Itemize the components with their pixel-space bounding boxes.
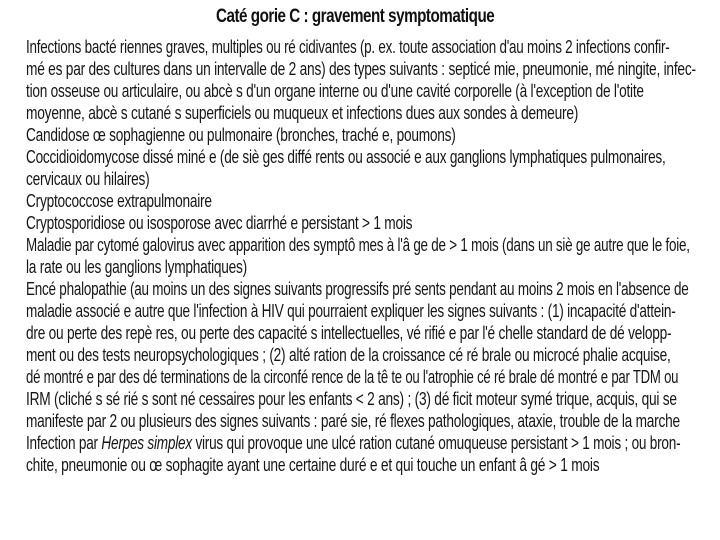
text-line: Cryptococcose extrapulmonaire bbox=[26, 191, 212, 211]
text-line-herpes bbox=[26, 432, 680, 454]
text-line: ment ou des tests neuropsychologiques ; (2) alté ration de la croissance cé ré brale ou microcé phalie acquise, bbox=[26, 345, 671, 365]
text-line: dé montré e par des dé terminations de la circonfé rence de la tê te ou l'atrophie cé ré brale dé montré e par TDM ou bbox=[26, 367, 679, 387]
text-line: moyenne, abcè s cutané s superficiels ou muqueux et infections dues aux sondes à demeure) bbox=[26, 103, 579, 123]
text-line: Infections bacté riennes graves, multiples ou ré cidivantes (p. ex. toute association d'au moins 2 infections confir- bbox=[26, 37, 670, 57]
italic-term: Herpes simplex bbox=[101, 433, 192, 453]
text-segment: Infection par bbox=[26, 433, 98, 453]
text-line: cervicaux ou hilaires) bbox=[26, 169, 150, 189]
page-title: Caté gorie C : gravement symptomatique bbox=[216, 6, 495, 27]
text-line: mé es par des cultures dans un intervalle de 2 ans) des types suivants : septicé mie, pneumonie, mé ningite, infec- bbox=[26, 59, 696, 79]
text-segment: virus qui provoque une ulcé ration cutané omuqueuse persistant > 1 mois ; ou bron- bbox=[195, 433, 681, 453]
text-line: Encé phalopathie (au moins un des signes suivants progressifs pré sents pendant au moins 2 mois en l'absence de bbox=[26, 279, 689, 299]
text-line: chite, pneumonie ou œ sophagite ayant une certaine duré e et qui touche un enfant â gé > 1 mois bbox=[26, 455, 600, 475]
text-line: IRM (cliché s sé rié s sont né cessaires pour les enfants < 2 ans) ; (3) dé ficit moteur symé trique, acquis, qui se bbox=[26, 389, 677, 409]
text-line: la rate ou les ganglions lymphatiques) bbox=[26, 257, 247, 277]
text-line: tion osseuse ou articulaire, ou abcè s d'un organe interne ou d'une cavité corporelle (à l'exception de l'otite bbox=[26, 81, 644, 101]
text-line: dre ou perte des repè res, ou perte des capacité s intellectuelles, vé rifié e par l'é chelle standard de dé velopp- bbox=[26, 323, 672, 343]
text-line: maladie associé e autre que l'infection à HIV qui pourraient expliquer les signes suivants : (1) incapacité d'attein- bbox=[26, 301, 676, 321]
text-line: Coccidioidomycose dissé miné e (de siè ges diffé rents ou associé e aux ganglions lymphatiques pulmonaires, bbox=[26, 147, 666, 167]
text-line: manifeste par 2 ou plusieurs des signes suivants : paré sie, ré flexes pathologiques, ataxie, trouble de la marche bbox=[26, 411, 680, 431]
text-line: Cryptosporidiose ou isosporose avec diarrhé e persistant > 1 mois bbox=[26, 213, 413, 233]
text-line: Candidose œ sophagienne ou pulmonaire (bronches, traché e, poumons) bbox=[26, 125, 456, 145]
text-line: Maladie par cytomé galovirus avec apparition des symptô mes à l'â ge de > 1 mois (dans un siè ge autre que le foie, bbox=[26, 235, 690, 255]
